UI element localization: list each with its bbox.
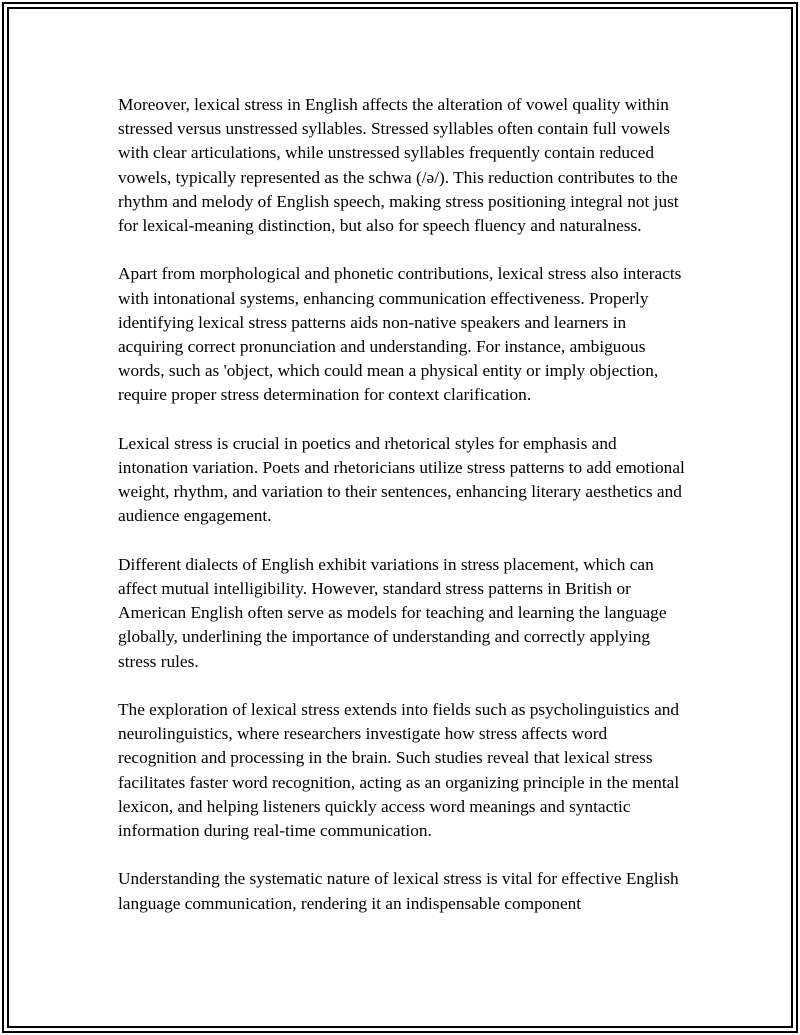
- paragraph-conclusion: Understanding the systematic nature of lexical stress is vital for effective English language communication, rendering it an indispensable component: [118, 869, 679, 913]
- paragraph-dialects: Different dialects of English exhibit variations in stress placement, which can affect mutual intelligibility. However, standard stress patterns in British or American English often serve as models for teaching and learning the language globally, underlining the importance of understanding and correctly applying stress rules.: [118, 554, 667, 671]
- paragraph-poetics: Lexical stress is crucial in poetics and rhetorical styles for emphasis and intonation variation. Poets and rhetoricians utilize stress patterns to add emotional weight, rhythm, and variation to their sentences, enhancing literary aesthetics and audience engagement.: [118, 433, 685, 526]
- document-body: [118, 93, 688, 940]
- paragraph-intonation: Apart from morphological and phonetic contributions, lexical stress also interacts with intonational systems, enhancing communication effectiveness. Properly identifying lexical stress patterns aids non-native speakers and learners in acquiring correct pronunciation and understanding. For instance, ambiguous words, such as 'object, which could mean a physical entity or imply objection, require proper stress determination for context clarification.: [118, 264, 682, 405]
- paragraph-psycholinguistics: The exploration of lexical stress extends into fields such as psycholinguistics and neurolinguistics, where researchers investigate how stress affects word recognition and processing in the brain. Such studies reveal that lexical stress facilitates faster word recognition, acting as an organizing principle in the mental lexicon, and helping listeners quickly access word meanings and syntactic information during real-time communication.: [118, 700, 680, 841]
- paragraph-vowel-quality: Moreover, lexical stress in English affects the alteration of vowel quality within stressed versus unstressed syllables. Stressed syllables often contain full vowels with clear articulations, while unstressed syllables frequently contain reduced vowels, typically represented as the schwa (/ə/). This reduction contributes to the rhythm and melody of English speech, making stress positioning integral not just for lexical-meaning distinction, but also for speech fluency and naturalness.: [118, 95, 679, 236]
